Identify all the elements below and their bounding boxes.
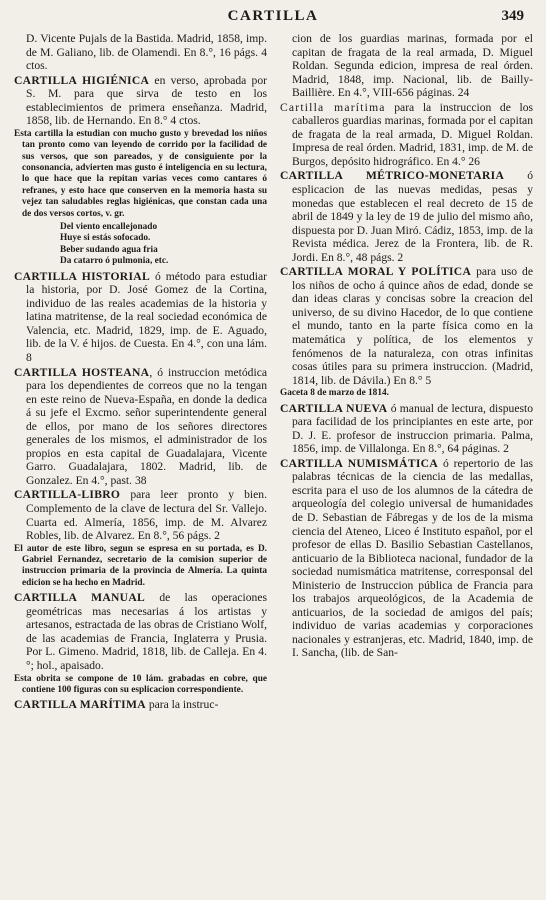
right-column: [280, 32, 533, 661]
entry-text: , ó instruccion metódica para los dependientes de correos que no la tengan en este reino de Nueva-España, en donde la dedica á su jefe el Excmo. señor superintendente general de ellos, por mano de los señores directores generales de los mismos, el administrador de los propios en esta capital de Guadalajara, Vicente Garro. Guadalajara, 1802. Madrid, lib. de Gonzalez. En 4.°, past. 38: [26, 365, 267, 487]
entry-heading: CARTILLA MANUAL: [14, 591, 146, 605]
left-column: [14, 32, 267, 713]
entry-continuation: cion de los guardias marinas, formada por el capitan de fragata de la real armada, D. Miguel Roldan. Segunda edicion, impresa de real órden. Madrid, 1848, imp. Nacional, lib. de Bailly-Baillière. En 4.°, VIII-656 páginas. 24: [292, 32, 533, 100]
entry-text: en verso, aprobada por S. M. para que sirva de testo en los establecimientos de primera enseñanza. Madrid, 1858, lib. de Hernando. En 8.° 4 ctos.: [26, 73, 267, 128]
entry-text: para la instruccion de los caballeros guardias marinas, formada por el capitan de fragata de la real armada, D. Miguel Roldan. Impresa de real órden. Madrid, 1831, imp. de M. de Burgos, depósito hidrográfico. En 4.° 26: [292, 100, 534, 168]
page-header: [0, 6, 546, 30]
entry-text: para uso de los niños de ocho á quince años de edad, donde se dan ideas claras y concisas sobre la creacion del universo, de su divino Hacedor, de lo que contiene el mundo, tanto en la parte física como en la matemática y política, de los elementos y fenómenos de la naturaleza, con otras infinitas cosas útiles para su primera instruccion. (Madrid, 1814, lib. de Dávila.) En 8.° 5: [292, 265, 533, 387]
entry-heading: CARTILLA MORAL Y POLÍTICA: [280, 265, 472, 279]
entry-cartilla-numismatica: [280, 457, 533, 660]
entry-cartilla-libro: [14, 488, 267, 542]
entry-text: ó método para estudiar la historia, por D. José Gomez de la Cortina, individuo de las reales academias de la historia y latina matritense, de la real sociedad económica de Valencia, etc. Madrid, 1829, imp. de E. Aguado, lib. de la V. é hijos. de Cuesta. En 4.°, con una lám. 8: [26, 269, 267, 364]
gaceta-reference: Gaceta 8 de marzo de 1814.: [280, 388, 389, 399]
verse-line: Del viento encallejonado: [60, 222, 158, 233]
entry-heading: CARTILLA HOSTEANA: [14, 365, 150, 379]
entry-cartilla-maritima-1831: [280, 101, 533, 169]
entry-heading: CARTILLA HIGIÉNICA: [14, 73, 150, 87]
entry-heading: CARTILLA NUEVA: [280, 401, 388, 415]
entry-cartilla-manual: [14, 591, 267, 672]
entry-cartilla-moral-politica: [280, 265, 533, 387]
entry-continuation: D. Vicente Pujals de la Bastida. Madrid, 1858, imp. de M. Galiano, lib. de Olamendi. En 8.°, 16 págs. 4 ctos.: [26, 32, 267, 73]
entry-text: de las operaciones geométricas mas necesarias á los artistas y artesanos, estractada de las obras de Cristiano Wolf, de las academias de Francia, Inglaterra y Prusia. Por L. Gimeno. Madrid, 1818, lib. de Calleja. En 4.°; hol., apaisado.: [26, 591, 268, 672]
entry-cartilla-higienica: [14, 74, 267, 128]
entry-cartilla-hosteana: [14, 366, 267, 488]
entry-cartilla-historial: [14, 270, 267, 365]
entry-heading: CARTILLA HISTORIAL: [14, 269, 151, 283]
entry-cartilla-nueva: [280, 402, 533, 456]
entry-heading: CARTILLA MARÍTIMA: [14, 698, 146, 712]
verse-line: Beber sudando agua fria: [60, 244, 158, 255]
entry-note: Esta obrita se compone de 10 lám. grabadas en cobre, que contiene 100 figuras con su esplicacion correspondiente.: [14, 673, 267, 695]
entry-heading: CARTILLA MÉTRICO-MONETARIA: [280, 169, 505, 183]
verse-quote: [14, 222, 267, 268]
entry-text: ó manual de lectura, dispuesto para facilidad de los principiantes en este arte, por D. J. E. profesor de instruccion primaria. Palma, 1856, imp. de Villalonga. En 8.°, 64 páginas. 2: [292, 401, 534, 456]
entry-text: para la instruc-: [145, 698, 219, 712]
verse-line: Huye si estás sofocado.: [60, 233, 151, 244]
entry-heading: CARTILLA-LIBRO: [14, 488, 121, 502]
verse-line: Da catarro ó pulmonia, etc.: [60, 256, 169, 267]
page-number: 349: [501, 8, 524, 24]
entry-heading: CARTILLA NUMISMÁTICA: [280, 456, 439, 470]
entry-cartilla-metrico-monetaria: [280, 169, 533, 264]
entry-heading: Cartilla marítima: [280, 100, 386, 114]
entry-text: ó repertorio de las palabras técnicas de la ciencia de las medallas, escrita para el uso de los alumnos de la cátedra de arqueología del colegio universal de humanidades de D. Sebastian de Fábregas y de los de la misma ciencia del Ateneo, Liceo é Instituto español, por el profesor de ellas D. Basilio Sebastian Castellanos, anticuario de la Biblioteca nacional, fundador de la sociedad numismática matritense, corresponsal del Ministerio de Instruccion pública de Francia para los trabajos arqueológicos, de la Academia de anticuarios, de la sociedad de amigos del país; individuo de varias academias y corporaciones nacionales y estranjeras, etc. Madrid, 1840, imp. de I. Sancha, (lib. de San-: [292, 456, 534, 660]
entry-text: ó esplicacion de las nuevas medidas, pesas y monedas que establecen el real decreto de 15 de abril de 1849 y la ley de 19 de julio del mismo año, dispuesta por D. Juan Miró. Cádiz, 1853, imp. de la Revista médica. Jerez de la Frontera, lib. de R. Jordi. En 8.°, 48 págs. 2: [292, 169, 533, 264]
entry-cartilla-maritima: [14, 698, 267, 712]
entry-note: El autor de este libro, segun se espresa en su portada, es D. Gabriel Fernandez, secretario de la comision superior de instruccion primaria de la provincia de Almería. La quinta edicion se ha hecho en Madrid.: [14, 543, 267, 588]
entry-note: Esta cartilla la estudian con mucho gusto y brevedad los niños tan pronto como van leyendo de corrido por la facilidad de sus versos, que son pareados, y de consiguiente por la consonancia, advierten mas gusto é inteligencia en su lectura, lo que hace que la repitan varias veces como cantares ó refranes, y esto hace que conserven en la memoria hasta su vejez tan saludables reglas higiénicas, que constan cada una de dos versos cortos, v. gr.: [14, 128, 267, 219]
running-title: CARTILLA: [227, 8, 319, 24]
entry-text: para leer pronto y bien. Complemento de la clave de lectura del Sr. Vallejo. Cuarta ed. Almería, 1856, imp. de M. Alvarez Robles, lib. de Alvarez. En 8.°, 56 págs. 2: [26, 488, 267, 543]
